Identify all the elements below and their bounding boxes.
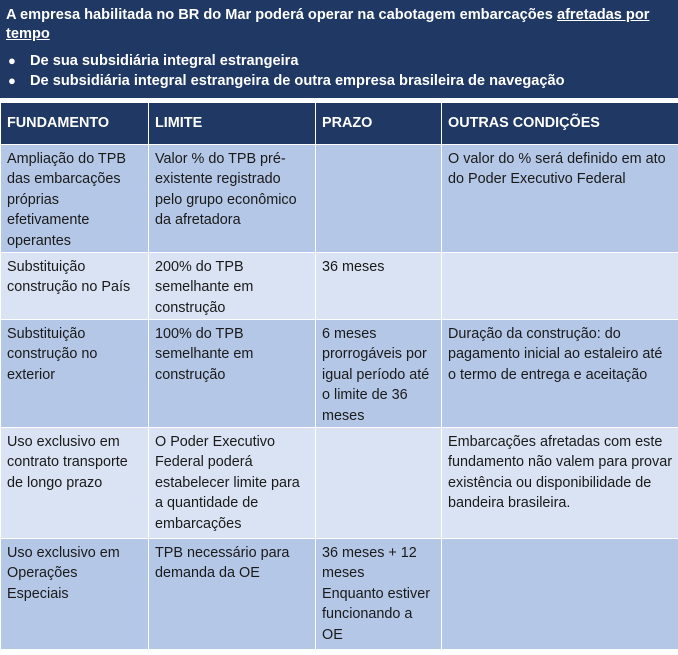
cell-prazo xyxy=(316,539,442,650)
table-row xyxy=(1,539,678,650)
header-bullet-item xyxy=(6,51,672,71)
column-header-fundamento: FUNDAMENTO xyxy=(1,103,149,145)
cell-prazo: 36 meses xyxy=(316,253,442,320)
cell-limite: 200% do TPB semelhante em construção xyxy=(149,253,316,320)
cell-outras: Duração da construção: do pagamento inicial ao estaleiro até o termo de entrega e aceitação xyxy=(442,320,678,428)
bullet-icon: ● xyxy=(8,53,16,68)
cell-outras xyxy=(442,253,678,320)
column-header-prazo: PRAZO xyxy=(316,103,442,145)
cell-limite: Valor % do TPB pré-existente registrado pelo grupo econômico da afretadora xyxy=(149,145,316,253)
table-header-row xyxy=(1,103,678,145)
header-banner xyxy=(0,0,678,100)
column-header-outras-condicoes: OUTRAS CONDIÇÕES xyxy=(442,103,678,145)
cell-prazo xyxy=(316,428,442,539)
prazo-line: Enquanto estiver funcionando a OE xyxy=(322,585,431,643)
table-row xyxy=(1,320,678,428)
cell-outras xyxy=(442,539,678,650)
cell-limite: TPB necessário para demanda da OE xyxy=(149,539,316,650)
cell-fundamento: Ampliação do TPB das embarcações próprias efetivamente operantes xyxy=(1,145,149,253)
cell-fundamento: Uso exclusivo em Operações Especiais xyxy=(1,539,149,650)
cell-limite: 100% do TPB semelhante em construção xyxy=(149,320,316,428)
header-title-text: A empresa habilitada no BR do Mar poderá operar na cabotagem embarcações xyxy=(6,7,557,23)
bullet-icon: ● xyxy=(8,73,16,88)
bullet-text: De sua subsidiária integral estrangeira xyxy=(30,53,299,69)
header-title xyxy=(6,6,672,44)
cell-outras: O valor do % será definido em ato do Poder Executivo Federal xyxy=(442,145,678,253)
header-title-underlined: afretadas por tempo xyxy=(6,7,650,42)
conditions-table xyxy=(0,102,678,650)
header-bullet-list xyxy=(6,51,672,91)
cell-prazo xyxy=(316,145,442,253)
cell-fundamento: Uso exclusivo em contrato transporte de longo prazo xyxy=(1,428,149,539)
cell-outras: Embarcações afretadas com este fundamento não valem para provar existência ou disponibilidade de bandeira brasileira. xyxy=(442,428,678,539)
cell-fundamento: Substituição construção no exterior xyxy=(1,320,149,428)
cell-prazo: 6 meses prorrogáveis por igual período até o limite de 36 meses xyxy=(316,320,442,428)
column-header-limite: LIMITE xyxy=(149,103,316,145)
cell-fundamento: Substituição construção no País xyxy=(1,253,149,320)
prazo-line: 36 meses + 12 meses xyxy=(322,545,417,582)
table-row xyxy=(1,253,678,320)
table-row xyxy=(1,145,678,253)
cell-limite: O Poder Executivo Federal poderá estabelecer limite para a quantidade de embarcações xyxy=(149,428,316,539)
header-bullet-item xyxy=(6,71,672,91)
bullet-text: De subsidiária integral estrangeira de outra empresa brasileira de navegação xyxy=(30,73,565,89)
table-row xyxy=(1,428,678,539)
